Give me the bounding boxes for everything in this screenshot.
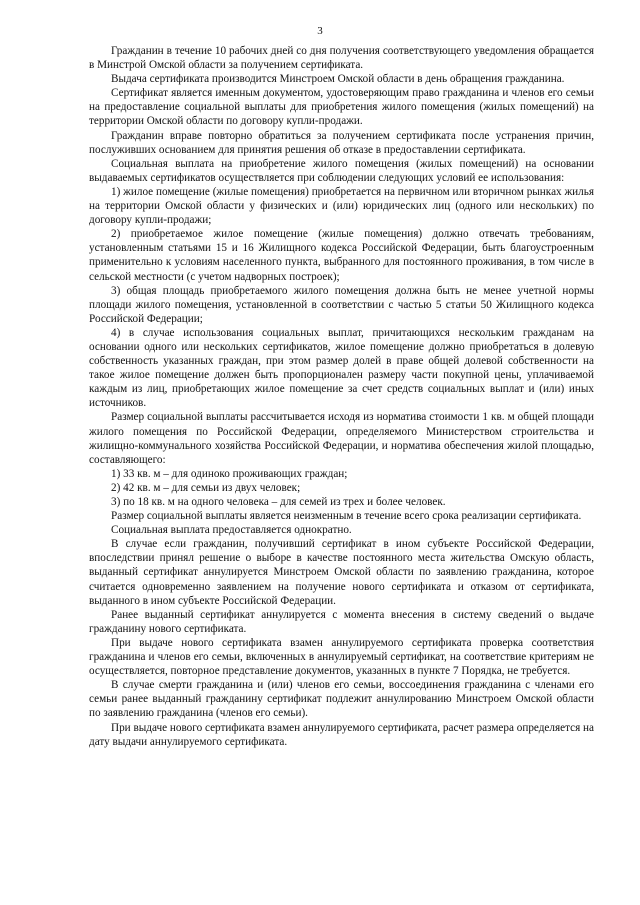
paragraph: Гражданин вправе повторно обратиться за получением сертификата после устранения причин, послуживших основанием для принятия решения об отказе в предоставлении сертификата. — [89, 129, 594, 156]
list-item: 3) общая площадь приобретаемого жилого помещения должна быть не менее учетной нормы площади жилого помещения, установленной в соответствии с частью 5 статьи 50 Жилищного кодекса Российской Федерации; — [89, 284, 594, 325]
list-item: 4) в случае использования социальных выплат, причитающихся нескольким гражданам на основании одного или нескольких сертификатов, жилое помещение должно приобретаться в долевую собственность указанных граждан, при этом размер долей в праве общей долевой собственности на такое жилое помещение должен быть пропорционален размеру части покупной цены, уплачиваемой каждым из лиц, приобретающих жилое помещение за счет средств социальных выплат и (или) иных источников. — [89, 326, 594, 410]
paragraph: В случае если гражданин, получивший сертификат в ином субъекте Российской Федерации, впоследствии принял решение о выборе в качестве постоянного места жительства Омскую область, выданный сертификат аннулируется Минстроем Омской области по заявлению гражданина, которое считается одновременно заявлением на получение нового сертификата и отказом от сертификата, выданного в ином субъекте Российской Федерации. — [89, 538, 594, 607]
paragraph: Социальная выплата предоставляется однократно. — [111, 524, 352, 537]
paragraph: Размер социальной выплаты рассчитывается исходя из норматива стоимости 1 кв. м общей площади жилого помещения по Российской Федерации, определяемого Министерством строительства и жилищно-коммунального хозяйства Российской Федерации, и норматива обеспечения жилой площадью, составляющего: — [89, 411, 594, 466]
paragraph: Ранее выданный сертификат аннулируется с момента внесения в систему сведений о выдаче гражданину нового сертификата. — [89, 608, 594, 635]
paragraph: Выдача сертификата производится Минстроем Омской области в день обращения гражданина. — [111, 73, 565, 86]
paragraph: В случае смерти гражданина и (или) членов его семьи, воссоединения гражданина с членами его семьи ранее выданный гражданину сертификат подлежит аннулированию Минстроем Омской области по заявлению гражданина (членов его семьи). — [89, 679, 594, 720]
paragraph: Размер социальной выплаты является неизменным в течение всего срока реализации сертификата. — [111, 510, 582, 523]
paragraph: Социальная выплата на приобретение жилого помещения (жилых помещений) на основании выдаваемых сертификатов осуществляется при соблюдении следующих условий ее использования: — [89, 157, 594, 184]
list-item: 3) по 18 кв. м на одного человека – для семей из трех и более человек. — [111, 496, 446, 508]
page-number: 3 — [317, 25, 323, 37]
list-item: 2) приобретаемое жилое помещение (жилые помещения) должно отвечать требованиям, установленным статьями 15 и 16 Жилищного кодекса Российской Федерации, быть благоустроенным применительно к условиям населенного пункта, выбранного для постоянного проживания, в том числе в сельской местности (с учетом надворных построек); — [89, 228, 594, 283]
list-item: 1) жилое помещение (жилые помещения) приобретается на первичном или вторичном рынках жилья на территории Омской области у физических и (или) юридических лиц (одного или нескольких) по договору купли-продажи; — [89, 185, 594, 227]
document-body — [89, 44, 594, 749]
list-item: 2) 42 кв. м – для семьи из двух человек; — [111, 481, 301, 494]
paragraph: При выдаче нового сертификата взамен аннулируемого сертификата проверка соответствия гражданина и членов его семьи, включенных в аннулируемый сертификат, на соответствие критериям не осуществляется, повторное представление документов, указанных в пункте 7 Порядка, не требуется. — [89, 636, 594, 678]
paragraph: Гражданин в течение 10 рабочих дней со дня получения соответствующего уведомления обращается в Минстрой Омской области за получением сертификата. — [89, 45, 594, 72]
list-item: 1) 33 кв. м – для одиноко проживающих граждан; — [111, 467, 348, 480]
paragraph: Сертификат является именным документом, удостоверяющим право гражданина и членов его семьи на предоставление социальной выплаты для приобретения жилого помещения (жилых помещений) на территории Омской области по договору купли-продажи. — [89, 87, 594, 128]
paragraph: При выдаче нового сертификата взамен аннулируемого сертификата, расчет размера определяется на дату выдачи аннулируемого сертификата. — [89, 721, 594, 748]
